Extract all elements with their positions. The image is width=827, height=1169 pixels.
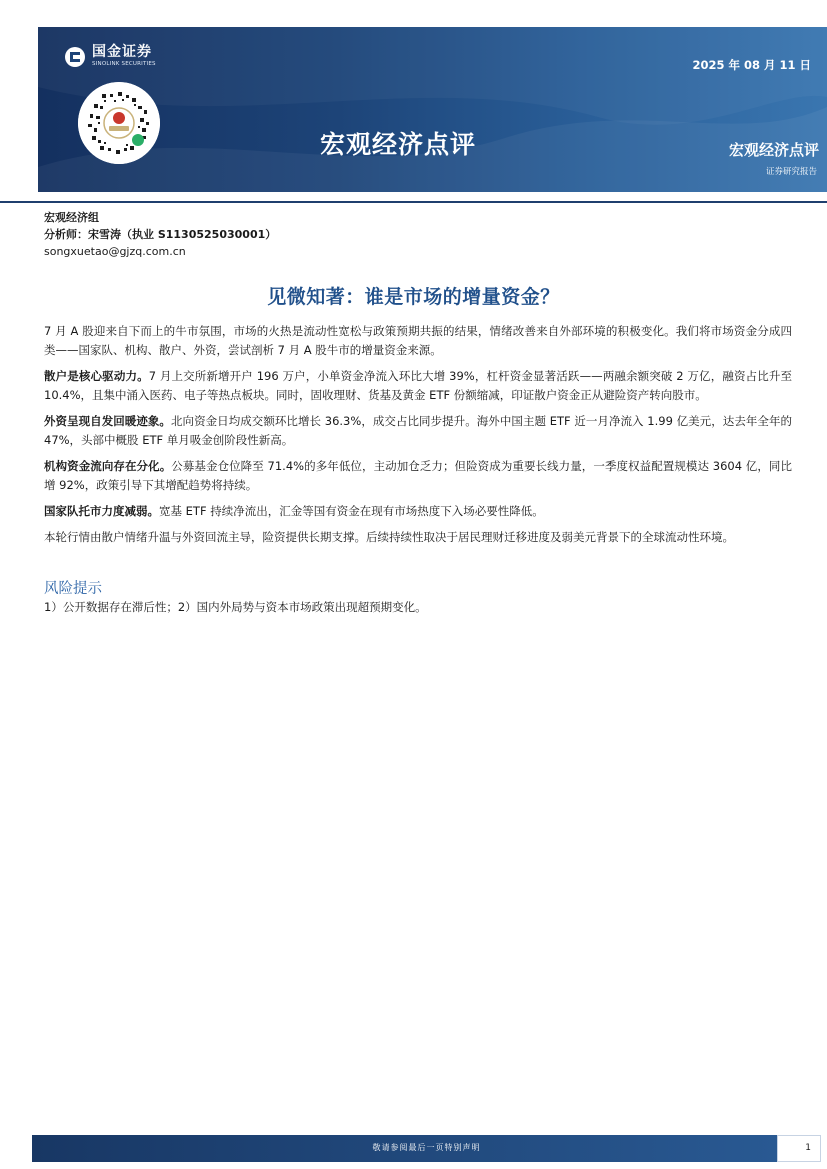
- company-logo: [64, 45, 156, 68]
- author-block: [44, 209, 276, 260]
- report-date: 2025 年 08 月 11 日: [692, 58, 811, 72]
- report-type-tag: 证券研究报告: [765, 167, 817, 177]
- paragraph-intro: [44, 322, 792, 360]
- paragraph-lead: 机构资金流向存在分化。: [44, 459, 172, 473]
- paragraph-lead: 散户是核心驱动力。: [44, 369, 149, 383]
- risk-heading: 风险提示: [44, 581, 102, 597]
- paragraph-text: 7 月上交所新增开户 196 万户，小单资金净流入环比大增 39%，杠杆资金显著活跃——两融余额突破 2 万亿，融资占比升至 10.4%，且集中涌入医药、电子等热点板块。同时，固收理财、货基及黄金 ETF 份额缩减，印证散户资金正从避险资产转向股市。: [44, 369, 793, 402]
- footer-disclaimer[interactable]: 敬请参阅最后一页特别声明: [372, 1143, 481, 1152]
- paragraph-text: 北向资金日均成交额环比增长 36.3%，成交占比同步提升。海外中国主题 ETF 近一月净流入 1.99 亿美元，达去年全年的 47%，头部中概股 ETF 单月吸金创阶段性新高。: [44, 414, 792, 447]
- wechat-qr-code-icon: [78, 82, 160, 164]
- risk-text: 1）公开数据存在滞后性；2）国内外局势与资本市场政策出现超预期变化。: [44, 600, 427, 614]
- page-number: 1: [805, 1143, 811, 1153]
- banner-title: 宏观经济点评: [320, 130, 477, 159]
- analyst-name: 分析师：宋雪涛（执业 S1130525030001）: [44, 228, 277, 241]
- research-group: 宏观经济组: [44, 211, 99, 224]
- analyst-email[interactable]: songxuetao@gjzq.com.cn: [44, 245, 186, 258]
- report-header-banner: [38, 27, 827, 192]
- paragraph-institution: [44, 457, 792, 495]
- paragraph-conclusion: [44, 528, 792, 547]
- header-divider: [0, 201, 827, 203]
- paragraph-retail: [44, 367, 792, 405]
- page-footer: [32, 1135, 821, 1162]
- report-category: 宏观经济点评: [728, 141, 819, 159]
- sinolink-logo-icon: [64, 46, 86, 68]
- paragraph-text: 宽基 ETF 持续净流出，汇金等国有资金在现有市场热度下入场必要性降低。: [159, 504, 544, 518]
- logo-name-en: SINOLINK SECURITIES: [92, 61, 156, 67]
- paragraph-foreign: [44, 412, 792, 450]
- paragraph-lead: 外资呈现自发回暖迹象。: [44, 414, 171, 428]
- paragraph-lead: 国家队托市力度减弱。: [44, 504, 159, 518]
- paragraph-national-team: [44, 502, 792, 521]
- report-title: 见微知著：谁是市场的增量资金？: [267, 286, 560, 308]
- paragraph-text: 本轮行情由散户情绪升温与外资回流主导，险资提供长期支撑。后续持续性取决于居民理财迁移进度及弱美元背景下的全球流动性环境。: [44, 530, 734, 544]
- page-number-box: [777, 1135, 821, 1162]
- paragraph-text: 公募基金仓位降至 71.4%的多年低位，主动加仓乏力；但险资成为重要长线力量，一季度权益配置规模达 3604 亿，同比增 92%，政策引导下其增配趋势将持续。: [44, 459, 792, 492]
- paragraph-text: 7 月 A 股迎来自下而上的牛市氛围，市场的火热是流动性宽松与政策预期共振的结果，情绪改善来自外部环境的积极变化。我们将市场资金分成四类——国家队、机构、散户、外资，尝试剖析 7 月 A 股牛市的增量资金来源。: [44, 324, 792, 357]
- report-body: [44, 322, 792, 554]
- logo-name-cn: 国金证券: [92, 44, 152, 60]
